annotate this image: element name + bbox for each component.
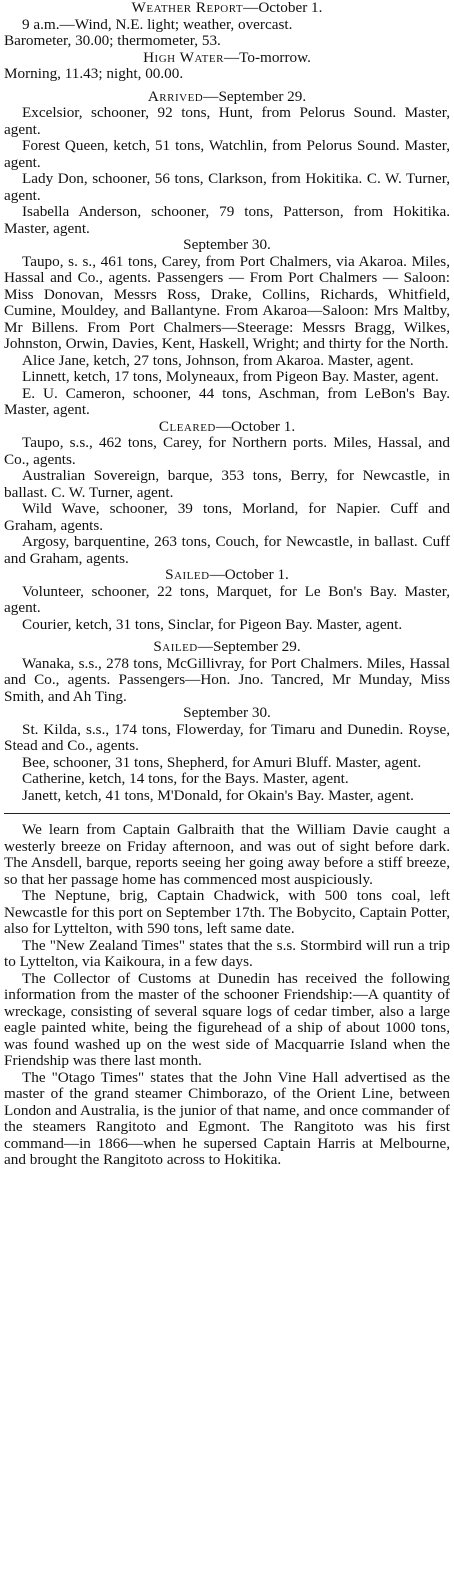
- cleared-label: Cleared: [158, 417, 216, 435]
- sailed-oct-heading: [4, 567, 450, 584]
- arrived-entry: Linnett, ketch, 17 tons, Molyneaux, from Pigeon Bay. Master, agent.: [22, 368, 439, 385]
- cleared-date: —October 1.: [215, 417, 296, 435]
- cleared-entry: Argosy, barquentine, 263 tons, Couch, for Newcastle, in ballast. Cuff and Graham, agents.: [4, 533, 450, 567]
- arrived-entry: Isabella Anderson, schooner, 79 tons, Patterson, from Hokitika. Master, agent.: [4, 203, 450, 237]
- weather-heading-date: —October 1.: [243, 0, 323, 16]
- arrived-label: Arrived: [147, 87, 204, 105]
- sailed-entry: Wanaka, s.s., 278 tons, McGillivray, for Port Chalmers. Miles, Hassal and Co., agents. Passengers—Hon. Jno. Tancred, Mr Munday, Miss Smith, and Ah Ting.: [4, 654, 450, 705]
- high-water-rest: —To-morrow.: [223, 48, 311, 66]
- sailed-entry: Janett, ketch, 41 tons, M'Donald, for Okain's Bay. Master, agent.: [22, 786, 414, 804]
- sailed-sep-date: —September 29.: [197, 638, 301, 655]
- arrived-entry: Lady Don, schooner, 56 tons, Clarkson, from Hokitika. C. W. Turner, agent.: [4, 170, 450, 204]
- news-paragraph: We learn from Captain Galbraith that the William Davie caught a westerly breeze on Friday afternoon, and was out of sight before dark. The Ansdell, barque, reports seeing her going away before a stiff breeze, so that her passage home has commenced most auspiciously.: [4, 821, 450, 888]
- sailed-entry: Courier, ketch, 31 tons, Sinclar, for Pigeon Bay. Master, agent.: [22, 615, 403, 633]
- high-water-label: High Water: [143, 48, 224, 66]
- sailed-sep-heading: [4, 639, 450, 656]
- weather-line-3: Morning, 11.43; night, 00.00.: [4, 65, 184, 82]
- arrived-heading: [4, 89, 450, 106]
- arrived-entry: Forest Queen, ketch, 51 tons, Watchlin, from Pelorus Sound. Master, agent.: [4, 137, 450, 171]
- sailed-entry: Catherine, ketch, 14 tons, for the Bays. Master, agent.: [22, 770, 349, 787]
- section-divider: [4, 813, 450, 814]
- cleared-entry: Taupo, s.s., 462 tons, Carey, for Northern ports. Miles, Hassal, and Co., agents.: [4, 434, 450, 468]
- sailed-oct-label: Sailed: [165, 566, 210, 583]
- arrived-entry: Alice Jane, ketch, 27 tons, Johnson, from Akaroa. Master, agent.: [22, 351, 414, 369]
- weather-line-2: Barometer, 30.00; thermometer, 53.: [4, 32, 221, 49]
- cleared-heading: [4, 419, 450, 436]
- news-paragraph: The "New Zealand Times" states that the s.s. Stormbird will run a trip to Lyttelton, via Kaikoura, in a few days.: [4, 936, 450, 970]
- arrived-entry: E. U. Cameron, schooner, 44 tons, Aschman, from LeBon's Bay. Master, agent.: [4, 384, 450, 418]
- sailed-subheading: September 30.: [183, 704, 271, 721]
- high-water-heading: [4, 50, 450, 67]
- sailed-oct-date: —October 1.: [209, 566, 289, 583]
- arrived-entry: Taupo, s. s., 461 tons, Carey, from Port Chalmers, via Akaroa. Miles, Hassal and Co., agents. Passengers — From Port Chalmers — Saloon: Miss Donovan, Messrs Ross, Drake, Collins, Richards, Whitfield, Cumine, Mouldey, and Ballantyne. From Akaroa—Saloon: Mrs Maltby, Mr Billens. From Port Chalmers—Steerage: Messrs Bragg, Wilkes, Johnston, Orwin, Davies, Kent, Haskell, Wright; and thirty for the North.: [4, 252, 450, 352]
- sailed-sep-label: Sailed: [153, 638, 198, 655]
- news-paragraph: The Collector of Customs at Dunedin has received the following information from the master of the schooner Friendship:—A quantity of wreckage, consisting of several square logs of cedar timber, also a large eagle painted white, being the figurehead of a ship of about 1000 tons, was found washed up on the west side of Macquarrie Island when the Friendship was there last month.: [4, 969, 450, 1069]
- sailed-entry: Bee, schooner, 31 tons, Shepherd, for Amuri Bluff. Master, agent.: [22, 753, 422, 771]
- sailed-entry: St. Kilda, s.s., 174 tons, Flowerday, for Timaru and Dunedin. Royse, Stead and Co., agents.: [4, 720, 450, 754]
- weather-heading: [4, 0, 450, 17]
- sailed-entry: Volunteer, schooner, 22 tons, Marquet, for Le Bon's Bay. Master, agent.: [4, 582, 450, 616]
- news-paragraph: The "Otago Times" states that the John Vine Hall advertised as the master of the grand steamer Chimborazo, of the Orient Line, between London and Australia, is the junior of that name, and once commander of the steamers Rangitoto and Egmont. The Rangitoto was his first command—in 1866—when he supersed Captain Harris at Melbourne, and brought the Rangitoto across to Hokitika.: [4, 1068, 450, 1168]
- cleared-entry: Australian Sovereign, barque, 353 tons, Berry, for Newcastle, in ballast. C. W. Turner, agent.: [4, 467, 450, 501]
- weather-heading-label: Weather Report: [131, 0, 244, 16]
- arrived-entry: Excelsior, schooner, 92 tons, Hunt, from Pelorus Sound. Master, agent.: [4, 104, 450, 138]
- arrived-subheading: September 30.: [183, 236, 271, 253]
- cleared-entry: Wild Wave, schooner, 39 tons, Morland, for Napier. Cuff and Graham, agents.: [4, 500, 450, 534]
- news-paragraph: The Neptune, brig, Captain Chadwick, with 500 tons coal, left Newcastle for this port on September 17th. The Bobycito, Captain Potter, also for Lyttelton, with 590 tons, left same date.: [4, 887, 450, 937]
- weather-line-1: 9 a.m.—Wind, N.E. light; weather, overcast.: [22, 15, 293, 33]
- arrived-date: —September 29.: [203, 87, 307, 105]
